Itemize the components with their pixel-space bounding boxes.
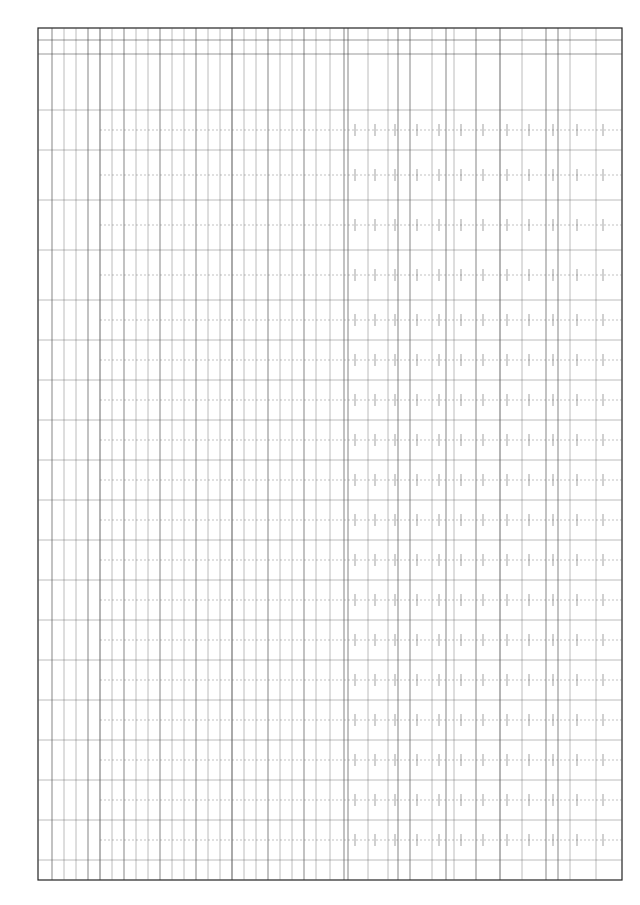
column-rules <box>52 28 596 880</box>
cell-marks <box>355 124 603 846</box>
